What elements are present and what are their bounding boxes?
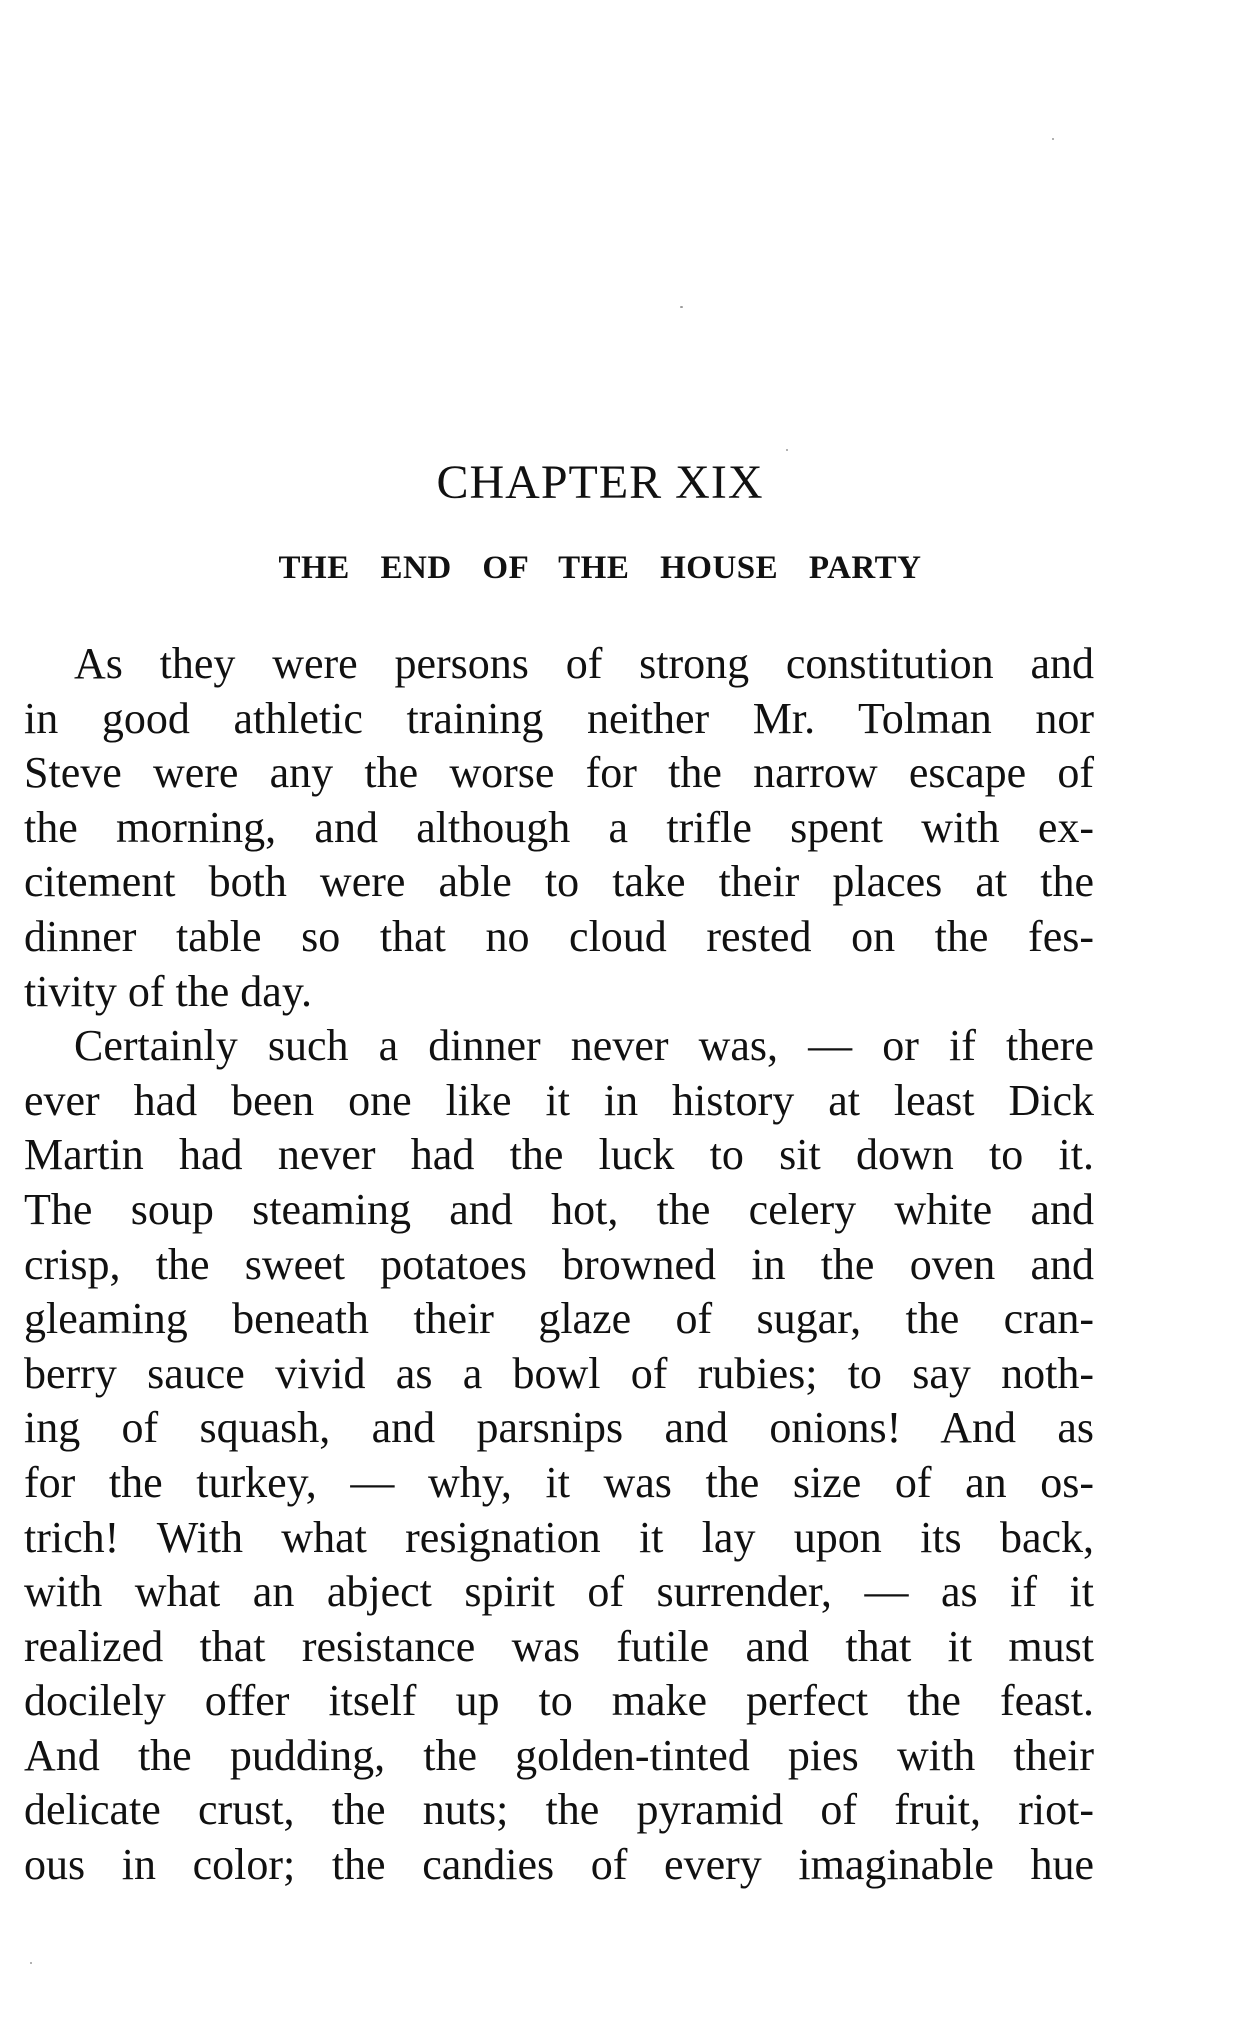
paper-speck	[1052, 138, 1054, 140]
text-line: Martin had never had the luck to sit down to it.	[24, 1130, 1094, 1180]
text-line: with what an abject spirit of surrender, — as if it	[24, 1567, 1094, 1617]
paper-speck	[680, 306, 683, 308]
text-line: ing of squash, and parsnips and onions! And as	[24, 1403, 1094, 1453]
paper-speck	[786, 449, 788, 451]
text-line: tivity of the day.	[24, 966, 312, 1016]
text-line: Steve were any the worse for the narrow escape of	[24, 748, 1094, 798]
chapter-number: CHAPTER XIX	[436, 456, 764, 509]
chapter-body	[24, 637, 1094, 1893]
text-line: in good athletic training neither Mr. Tolman nor	[24, 693, 1094, 743]
chapter-title: THE END OF THE HOUSE PARTY	[278, 550, 922, 586]
text-line: citement both were able to take their places at the	[24, 857, 1094, 907]
text-line: Certainly such a dinner never was, — or if there	[74, 1021, 1094, 1071]
text-line: docilely offer itself up to make perfect the feast.	[24, 1676, 1094, 1726]
text-line: And the pudding, the golden-tinted pies with their	[24, 1730, 1094, 1780]
text-line: dinner table so that no cloud rested on the fes-	[24, 911, 1094, 961]
paragraph-1	[24, 637, 1094, 1019]
text-line: ous in color; the candies of every imaginable hue	[24, 1840, 1094, 1890]
text-line: for the turkey, — why, it was the size of an os-	[24, 1457, 1094, 1507]
text-line: As they were persons of strong constitution and	[74, 639, 1094, 688]
text-line: crisp, the sweet potatoes browned in the oven and	[24, 1239, 1094, 1289]
text-line: ever had been one like it in history at least Dick	[24, 1075, 1094, 1125]
paper-speck	[30, 1962, 32, 1964]
paragraph-2	[24, 1019, 1094, 1893]
text-line: The soup steaming and hot, the celery white and	[24, 1184, 1094, 1234]
text-line: the morning, and although a trifle spent with ex-	[24, 802, 1094, 852]
text-line: berry sauce vivid as a bowl of rubies; to say noth-	[24, 1348, 1094, 1398]
text-line: gleaming beneath their glaze of sugar, the cran-	[24, 1294, 1094, 1344]
text-line: trich! With what resignation it lay upon its back,	[24, 1512, 1094, 1562]
text-line: delicate crust, the nuts; the pyramid of fruit, riot-	[24, 1785, 1094, 1835]
text-line: realized that resistance was futile and that it must	[24, 1621, 1094, 1671]
